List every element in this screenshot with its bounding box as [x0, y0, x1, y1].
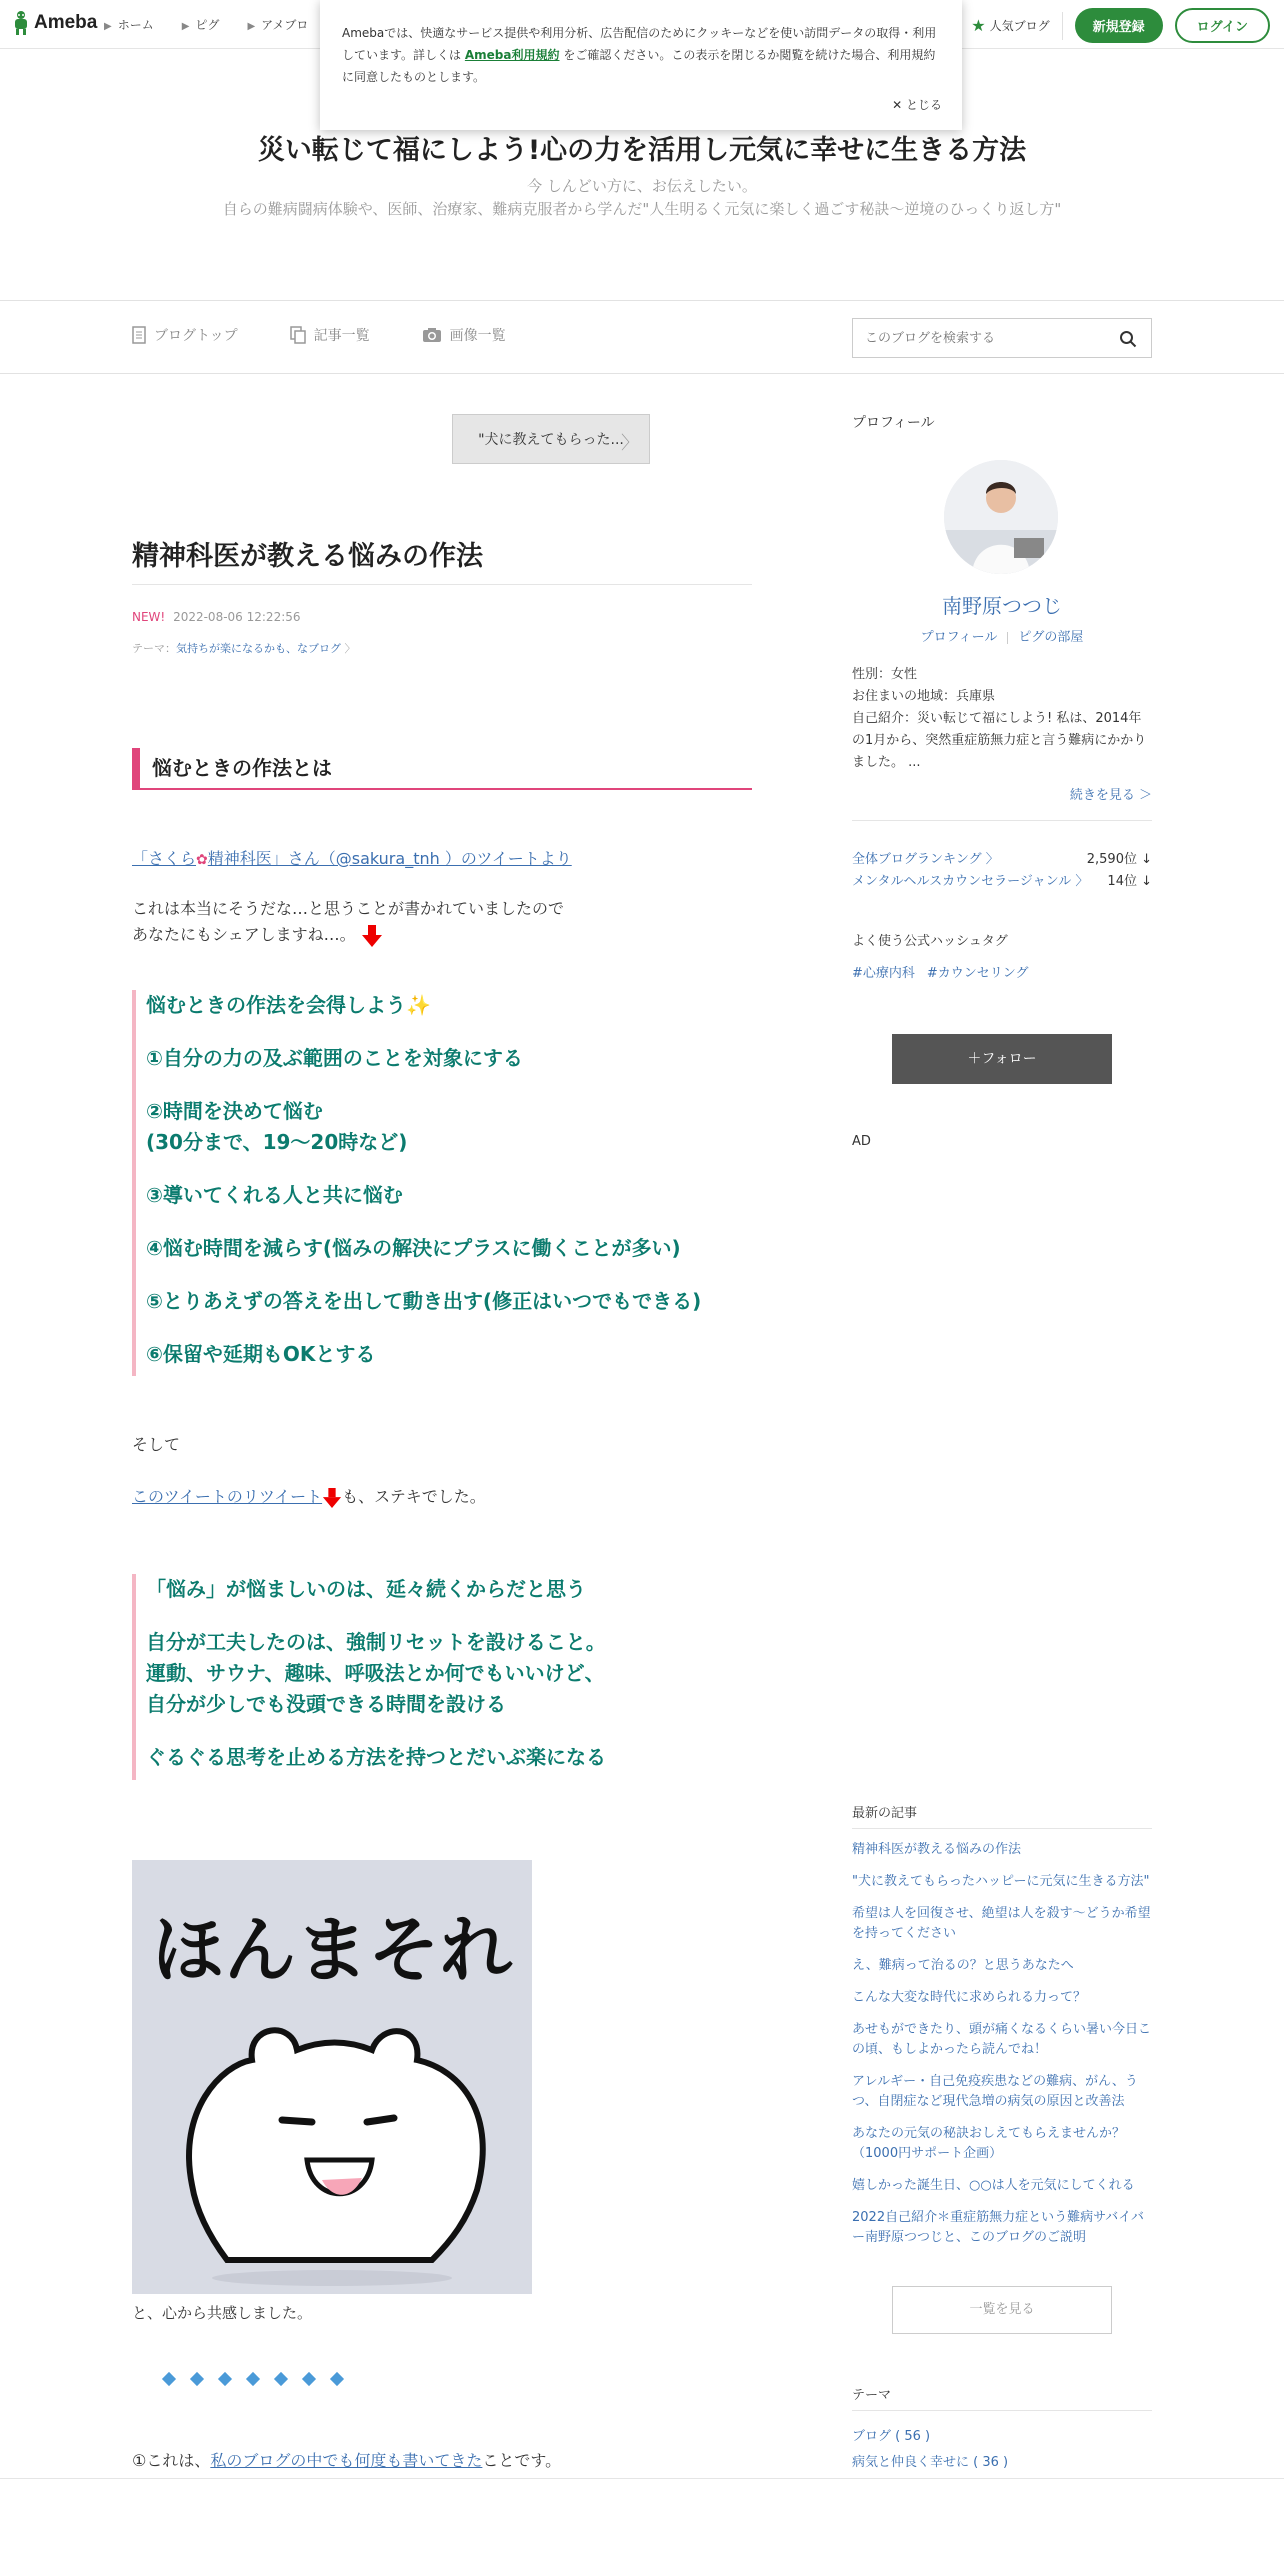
logo-text: Ameba — [34, 12, 98, 33]
crown-icon: ★ — [971, 16, 986, 35]
recent-article-link[interactable]: あせもができたり、頭が痛くなるくらい暑い今日この頃、もしよかったら読んでね！ — [852, 2022, 1152, 2057]
stamp-text: ほんまそれ — [151, 1908, 513, 1992]
divider — [852, 1828, 1152, 1829]
ameba-logo[interactable] — [12, 10, 97, 36]
recent-heading: 最新の記事 — [852, 1806, 918, 1821]
terms-link[interactable]: Ameba利用規約 — [464, 48, 560, 62]
recent-article-link[interactable]: "犬に教えてもらったハッピーに元気に生きる方法" — [852, 1874, 1150, 1889]
flower-icon: ✿ — [196, 852, 208, 868]
quote-line: (30分まで、19〜20時など) — [146, 1130, 408, 1154]
nav-home[interactable]: ▶ ホーム — [104, 18, 154, 32]
theme-link[interactable]: 病気と仲良く幸せに ( 36 ) — [852, 2455, 1009, 2470]
hashtag[interactable]: #心療内科 — [852, 966, 915, 981]
tab-blog-top[interactable]: ブログトップ — [132, 325, 238, 345]
blog-subtitle-2: 自らの難病闘病体験や、医師、治療家、難病克服者から学んだ"人生明るく元気に楽しく過ごす秘訣～逆境のひっくり返し方" — [222, 200, 1062, 218]
bear-illustration — [132, 1860, 532, 2294]
theme-heading: テーマ — [852, 2388, 892, 2403]
divider — [1062, 12, 1063, 40]
cookie-text-before: Amebaでは、快適なサービス提供や利用分析、広告配信のためにクッキーなどを使い訪問データの取得・利用しています。詳しくは — [342, 26, 937, 62]
profile-info: 性別：女性 お住まいの地域：兵庫県 自己紹介：災い転じて福にしよう! 私は、2014年の1月から、突然重症筋無力症と言う難病にかかりました。 ... — [852, 667, 1147, 770]
blog-subtitle-1: 今 しんどい方に、お伝えしたい。 — [527, 177, 757, 195]
recent-article-link[interactable]: アレルギー・自己免疫疾患などの難病、がん、うつ、自閉症など現代急増の病気の原因と改善法 — [852, 2074, 1138, 2109]
theme-link[interactable]: ブログ ( 56 ) — [852, 2429, 931, 2444]
ranking-link[interactable]: メンタルヘルスカウンセラージャンル 〉 — [852, 874, 1089, 889]
paragraph: ①これは、私のブログの中でも何度も書いてきたことです。 — [132, 2451, 562, 2470]
quote-line: ⑤とりあえずの答えを出して動き出す(修正はいつでもできる) — [146, 1289, 702, 1313]
paragraph: そして — [132, 1435, 181, 1454]
intro-paragraph: これは本当にそうだな…と思うことが書かれていましたので あなたにもシェアしますね…。 — [132, 896, 564, 948]
ranking-link[interactable]: 全体ブログランキング 〉 — [852, 852, 999, 867]
chevron-right-icon: ▶ — [104, 21, 112, 32]
header-actions — [971, 8, 1270, 43]
avatar-photo — [944, 460, 1058, 574]
arrow-down-icon — [322, 1487, 342, 1509]
recent-article-link[interactable]: 嬉しかった誕生日、○○は人を元気にしてくれる — [852, 2178, 1135, 2193]
quote-line: ぐるぐる思考を止める方法を持つとだいぶ楽になる — [146, 1745, 606, 1769]
recent-article-link[interactable]: こんな大変な時代に求められる力って？ — [852, 1990, 1087, 2005]
divider-dots — [164, 2374, 342, 2384]
nav-ameblo[interactable]: ▶ アメブロ — [247, 18, 309, 32]
recent-article-link[interactable]: 希望は人を回復させ、絶望は人を殺す～どうか希望を持ってください — [852, 1906, 1151, 1941]
prev-article-button[interactable]: "犬に教えてもらった... 〉 — [452, 414, 650, 464]
document-icon — [132, 326, 146, 344]
ranking-overall: 全体ブログランキング 〉 2,590位 ↓ — [852, 848, 1152, 867]
camera-icon — [422, 327, 442, 343]
chevron-right-icon: 〉 — [621, 433, 639, 454]
recent-article-link[interactable]: 2022自己紹介＊重症筋無力症という難病サバイバー南野原つつじと、このブログのご説明 — [852, 2210, 1145, 2245]
retweet-link[interactable]: このツイートのリツイート — [132, 1487, 323, 1506]
chevron-right-icon: ▶ — [181, 21, 190, 32]
quote-line: 自分が少しでも没頭できる時間を設ける — [146, 1692, 506, 1716]
quote-block-1 — [132, 990, 752, 1376]
chevron-right-icon: ▶ — [247, 21, 256, 32]
pigg-room-link[interactable]: ピグの部屋 — [1018, 630, 1084, 645]
chevron-right-icon: 〉 — [341, 642, 356, 655]
divider — [132, 584, 752, 585]
recent-article-link[interactable]: え、難病って治るの？と思うあなたへ — [852, 1958, 1074, 1973]
sparkle-icon: ✨ — [406, 993, 431, 1017]
quote-line: ④悩む時間を減らす(悩みの解決にプラスに働くことが多い) — [146, 1236, 681, 1260]
theme-list — [852, 2424, 1008, 2476]
quote-line: ③導いてくれる人と共に悩む — [146, 1183, 403, 1207]
ad-label: AD — [852, 1134, 871, 1149]
copy-icon — [290, 326, 306, 344]
hashtag[interactable]: #カウンセリング — [926, 966, 1029, 981]
divider — [852, 820, 1152, 821]
blog-subnav — [0, 300, 1284, 374]
cookie-close-button[interactable]: ✕ とじる — [892, 98, 942, 112]
bottom-bar — [0, 2478, 1284, 2568]
blog-search-input[interactable] — [853, 319, 1103, 357]
hashtag-list — [852, 962, 1029, 981]
register-button[interactable]: 新規登録 — [1075, 8, 1163, 43]
avatar[interactable] — [944, 460, 1058, 574]
tab-image-list[interactable]: 画像一覧 — [422, 325, 506, 345]
popular-blogs-link[interactable]: ★ 人気ブログ — [971, 16, 1050, 35]
quote-line: 自分が工夫したのは、強制リセットを設けること。 — [146, 1630, 606, 1654]
article-theme: テーマ：気持ちが楽になるかも、なブログ 〉 — [132, 642, 356, 655]
my-blog-link[interactable]: 私のブログの中でも何度も書いてきた — [210, 2451, 483, 2470]
article-title: 精神科医が教える悩みの作法 — [132, 541, 483, 572]
recent-article-link[interactable]: 精神科医が教える悩みの作法 — [852, 1842, 1022, 1857]
read-more-link[interactable]: 続きを見る ＞ — [1069, 788, 1152, 803]
quote-line: ①自分の力の及ぶ範囲のことを対象にする — [146, 1046, 523, 1070]
profile-heading: プロフィール — [852, 415, 935, 431]
section-heading: 悩むときの作法とは — [132, 748, 752, 790]
recent-articles — [852, 1840, 1152, 2260]
quote-line: 「悩み」が悩ましいのは、延々続くからだと思う — [146, 1577, 586, 1601]
arrow-down-icon — [361, 924, 383, 948]
tweet-source-link[interactable]: 「さくら✿精神科医」さん（@sakura_tnh ）のツイートより — [132, 849, 572, 868]
nav-pigg[interactable]: ▶ ピグ — [181, 18, 220, 32]
quote-line: 悩むときの作法を会得しよう✨ — [146, 993, 431, 1017]
quote-block-2 — [132, 1574, 752, 1780]
theme-link[interactable]: 気持ちが楽になるかも、なブログ — [176, 642, 341, 655]
blog-search — [852, 318, 1152, 358]
view-all-button[interactable]: 一覧を見る — [892, 2286, 1112, 2334]
global-nav — [104, 16, 308, 33]
follow-button[interactable]: ＋フォロー — [892, 1034, 1112, 1084]
article-date: 2022-08-06 12:22:56 — [173, 610, 301, 624]
tab-article-list[interactable]: 記事一覧 — [290, 325, 370, 345]
ameba-logo-icon — [12, 10, 30, 36]
blog-title[interactable]: 災い転じて福にしよう!心の力を活用し元気に幸せに生きる方法 — [257, 135, 1027, 166]
close-icon: ✕ — [892, 98, 906, 112]
quote-line: 運動、サウナ、趣味、呼吸法とか何でもいいけど、 — [146, 1661, 605, 1685]
retweet-paragraph: このツイートのリツイート も、ステキでした。 — [132, 1484, 486, 1510]
hashtag-heading: よく使う公式ハッシュタグ — [852, 934, 1008, 949]
profile-name[interactable]: 南野原つつじ — [942, 594, 1062, 618]
recent-article-link[interactable]: あなたの元気の秘訣おしえてもらえませんか？（1000円サポート企画） — [852, 2126, 1126, 2161]
cookie-notice — [320, 0, 962, 130]
quote-line: ②時間を決めて悩む — [146, 1099, 323, 1123]
stamp-image[interactable] — [132, 1860, 532, 2294]
article-meta — [132, 610, 301, 624]
new-badge: NEW! — [132, 610, 166, 624]
divider — [852, 2410, 1152, 2411]
search-icon[interactable] — [1119, 330, 1137, 348]
cookie-text-after: をご確認ください。この表示を閉じるか閲覧を続けた場合、利用規約に同意したものとします。 — [342, 48, 936, 84]
paragraph: と、心から共感しました。 — [132, 2304, 313, 2322]
profile-link[interactable]: プロフィール — [920, 630, 998, 645]
ranking-genre: メンタルヘルスカウンセラージャンル 〉 14位 ↓ — [852, 870, 1152, 889]
profile-links — [852, 626, 1152, 645]
login-button[interactable]: ログイン — [1175, 8, 1270, 43]
quote-line: ⑥保留や延期もOKとする — [146, 1342, 376, 1366]
